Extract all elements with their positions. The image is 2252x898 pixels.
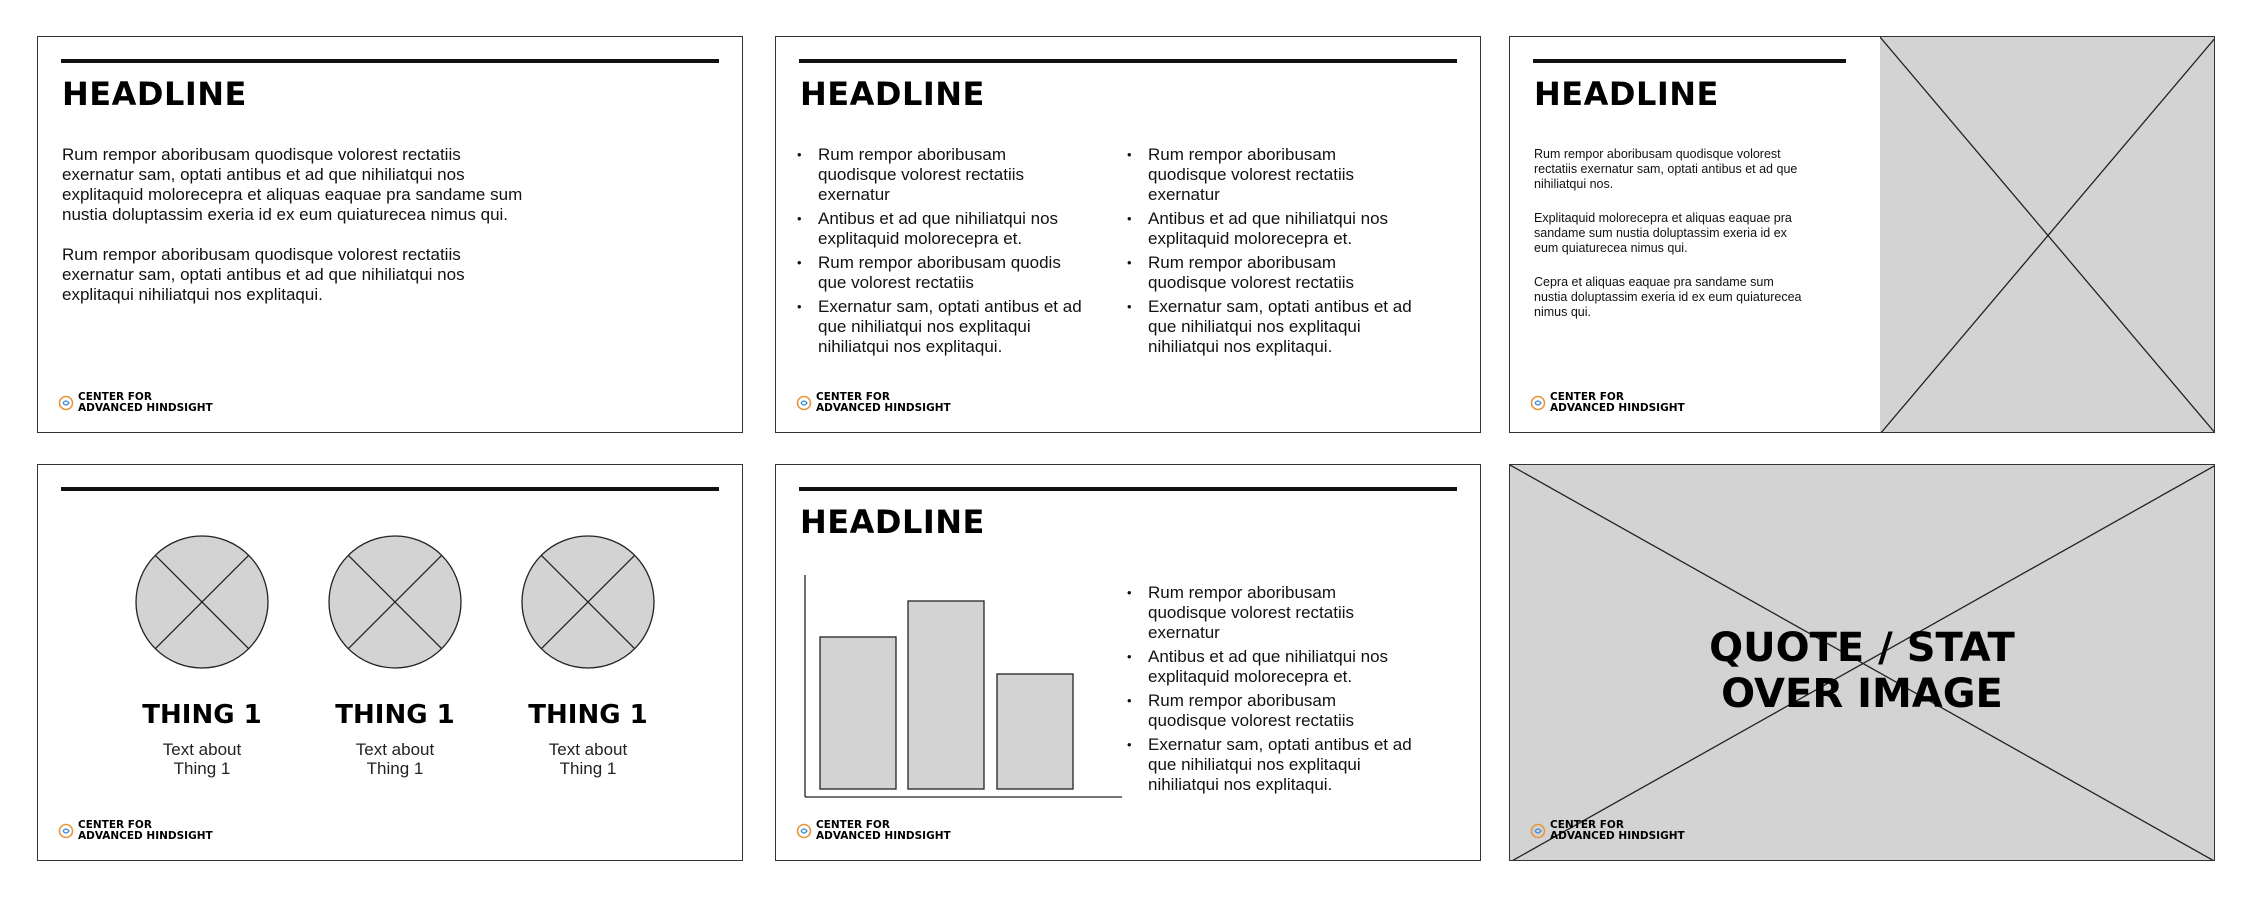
brain-logo-icon: [1530, 394, 1546, 412]
bullet-item: • Rum rempor aboribusam quodisque volorest rectatiis exernatur: [796, 145, 1086, 205]
slide-text[interactable]: [37, 36, 743, 433]
bullet-item: • Rum rempor aboribusam quodisque volorest rectatiis exernatur: [1126, 145, 1416, 205]
bullet-item: • Exernatur sam, optati antibus et ad que nihiliatqui nos explitaqui nihiliatqui nos explitaqui.: [796, 297, 1086, 357]
brain-logo-icon: [58, 822, 74, 840]
thing-description: Text about Thing 1: [548, 740, 628, 778]
circle-placeholder-icon: [521, 535, 655, 669]
bullet-item: • Antibus et ad que nihiliatqui nos explitaquid molorecepra et.: [796, 209, 1086, 249]
brand-name: CENTER FOR ADVANCED HINDSIGHT: [78, 819, 213, 842]
bullet-item: • Antibus et ad que nihiliatqui nos explitaquid molorecepra et.: [1126, 647, 1416, 687]
brand-name: CENTER FOR ADVANCED HINDSIGHT: [78, 391, 213, 414]
slide-two-column-bullets[interactable]: [775, 36, 1481, 433]
brand-logo: [796, 820, 951, 842]
image-placeholder-icon: [1880, 37, 2215, 433]
slide-headline: HEADLINE: [62, 75, 247, 113]
brain-logo-icon: [796, 394, 812, 412]
quote-stat-text: QUOTE / STAT OVER IMAGE: [1709, 625, 2015, 717]
slide-headline: HEADLINE: [1534, 75, 1719, 113]
bullet-item: • Antibus et ad que nihiliatqui nos explitaquid molorecepra et.: [1126, 209, 1416, 249]
body-paragraph: Rum rempor aboribusam quodisque volorest rectatiis exernatur sam, optati antibus et ad que nihiliatqui nos explitaqui nihiliatqui nos explitaqui.: [62, 245, 465, 304]
bar-chart-placeholder-icon: [804, 575, 1124, 800]
bullet-item: • Exernatur sam, optati antibus et ad que nihiliatqui nos explitaqui nihiliatqui nos explitaqui.: [1126, 735, 1416, 795]
thing-description: Text about Thing 1: [355, 740, 435, 778]
slide-text-with-image[interactable]: [1509, 36, 2215, 433]
bullet-item: • Rum rempor aboribusam quodisque volorest rectatiis exernatur: [1126, 583, 1416, 643]
brand-name: CENTER FOR ADVANCED HINDSIGHT: [816, 819, 951, 842]
bullet-item: • Rum rempor aboribusam quodis que volorest rectatiis: [796, 253, 1086, 293]
body-paragraph: Rum rempor aboribusam quodisque volorest rectatiis exernatur sam, optati antibus et ad que nihiliatqui nos.: [1534, 147, 1798, 191]
thing-card: [503, 535, 673, 778]
bullet-list: [1126, 583, 1416, 799]
bullet-item: • Rum rempor aboribusam quodisque volorest rectatiis: [1126, 691, 1416, 731]
top-rule: [799, 59, 1457, 63]
thing-title: THING 1: [528, 700, 648, 730]
thing-card: [117, 535, 287, 778]
thing-title: THING 1: [335, 700, 455, 730]
bullet-list-right: [1126, 145, 1416, 361]
brand-logo: [1530, 820, 1685, 842]
brain-logo-icon: [796, 822, 812, 840]
image-placeholder: [1880, 37, 2215, 433]
top-rule: [61, 59, 719, 63]
brand-logo: [58, 820, 213, 842]
brand-name: CENTER FOR ADVANCED HINDSIGHT: [1550, 819, 1685, 842]
body-paragraph: Explitaquid molorecepra et aliquas eaquae pra sandame sum nustia doluptassim exeria id ex eum quiaturecea nimus qui.: [1534, 211, 1792, 255]
slide-three-things[interactable]: [37, 464, 743, 861]
body-paragraph: Rum rempor aboribusam quodisque volorest rectatiis exernatur sam, optati antibus et ad que nihiliatqui nos explitaquid molorecepra et aliquas eaquae pra sandame sum nustia doluptassim exeria id ex eum quiaturecea nimus qui.: [62, 145, 523, 224]
thing-description: Text about Thing 1: [162, 740, 242, 778]
top-rule: [61, 487, 719, 491]
slide-quote-over-image[interactable]: [1509, 464, 2215, 861]
brain-logo-icon: [58, 394, 74, 412]
brand-logo: [58, 392, 213, 414]
brand-name: CENTER FOR ADVANCED HINDSIGHT: [1550, 391, 1685, 414]
slide-chart-bullets[interactable]: [775, 464, 1481, 861]
top-rule: [1533, 59, 1846, 63]
brand-logo: [1530, 392, 1685, 414]
thing-card: [310, 535, 480, 778]
slide-headline: HEADLINE: [800, 503, 985, 541]
bullet-item: • Rum rempor aboribusam quodisque volorest rectatiis: [1126, 253, 1416, 293]
brand-name: CENTER FOR ADVANCED HINDSIGHT: [816, 391, 951, 414]
brain-logo-icon: [1530, 822, 1546, 840]
body-paragraph: Cepra et aliquas eaquae pra sandame sum nustia doluptassim exeria id ex eum quiaturecea nimus qui.: [1534, 275, 1802, 319]
slide-headline: HEADLINE: [800, 75, 985, 113]
brand-logo: [796, 392, 951, 414]
bullet-item: • Exernatur sam, optati antibus et ad que nihiliatqui nos explitaqui nihiliatqui nos explitaqui.: [1126, 297, 1416, 357]
circle-placeholder-icon: [135, 535, 269, 669]
top-rule: [799, 487, 1457, 491]
bullet-list-left: [796, 145, 1086, 361]
circle-placeholder-icon: [328, 535, 462, 669]
thing-title: THING 1: [142, 700, 262, 730]
